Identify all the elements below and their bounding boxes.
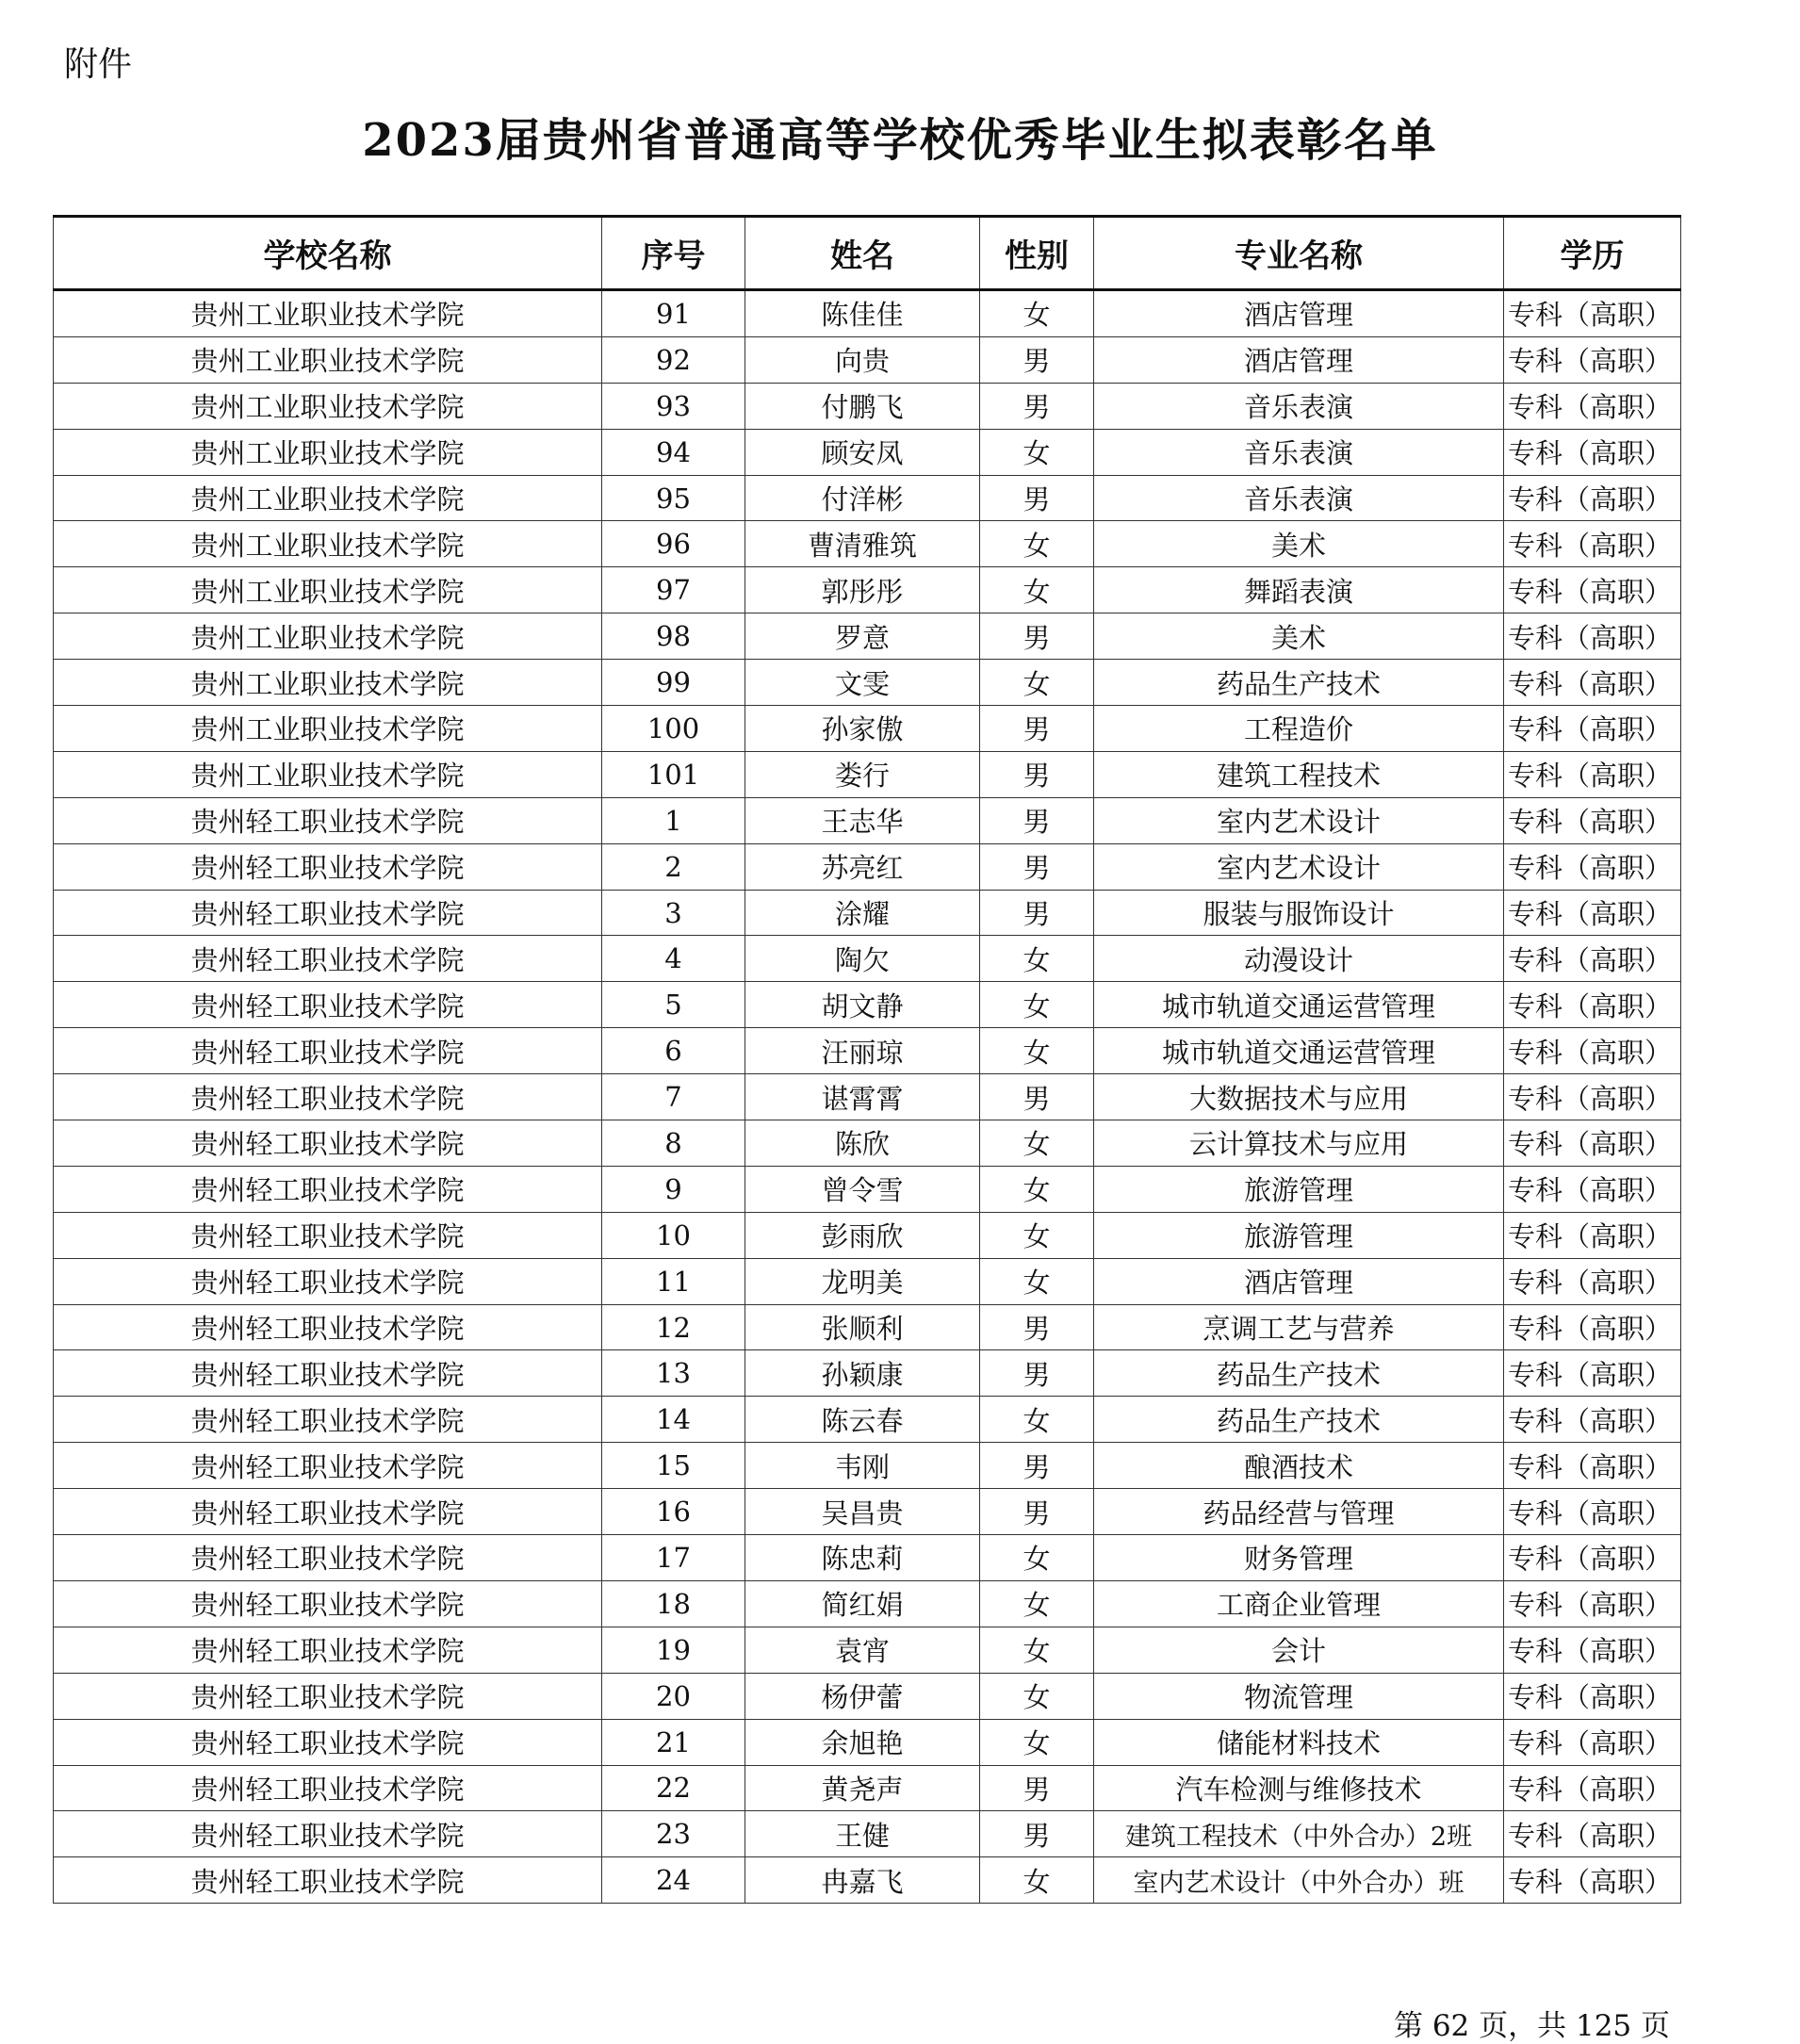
major-cell: 财务管理 [1094,1535,1504,1581]
education-cell: 专科（高职） [1504,1765,1681,1811]
gender-cell: 女 [980,1258,1094,1304]
number-cell: 97 [602,567,745,613]
number-cell: 20 [602,1673,745,1719]
major-cell: 室内艺术设计（中外合办）班 [1094,1857,1504,1904]
column-header-gender: 性别 [980,217,1094,290]
table-row [54,1580,1681,1627]
number-cell: 15 [602,1443,745,1489]
education-cell: 专科（高职） [1504,1443,1681,1489]
gender-cell: 女 [980,290,1094,337]
school-cell: 贵州工业职业技术学院 [54,475,602,521]
major-cell: 储能材料技术 [1094,1719,1504,1765]
school-cell: 贵州轻工职业技术学院 [54,1028,602,1074]
gender-cell: 男 [980,613,1094,660]
name-cell: 龙明美 [745,1258,980,1304]
table-row [54,1074,1681,1120]
name-cell: 张顺利 [745,1304,980,1350]
education-cell: 专科（高职） [1504,1489,1681,1535]
education-cell: 专科（高职） [1504,567,1681,613]
education-cell: 专科（高职） [1504,475,1681,521]
school-cell: 贵州工业职业技术学院 [54,567,602,613]
gender-cell: 男 [980,1811,1094,1857]
number-cell: 91 [602,290,745,337]
school-cell: 贵州工业职业技术学院 [54,336,602,383]
major-cell: 酒店管理 [1094,290,1504,337]
table-row [54,1765,1681,1811]
name-cell: 付鹏飞 [745,383,980,429]
name-cell: 孙家傲 [745,706,980,752]
education-cell: 专科（高职） [1504,1074,1681,1120]
table-row [54,890,1681,936]
number-cell: 95 [602,475,745,521]
education-cell: 专科（高职） [1504,1535,1681,1581]
number-cell: 96 [602,521,745,567]
name-cell: 韦刚 [745,1443,980,1489]
name-cell: 余旭艳 [745,1719,980,1765]
major-cell: 美术 [1094,521,1504,567]
name-cell: 吴昌贵 [745,1489,980,1535]
school-cell: 贵州轻工职业技术学院 [54,1489,602,1535]
column-header-name: 姓名 [745,217,980,290]
gender-cell: 女 [980,1673,1094,1719]
major-cell: 药品生产技术 [1094,660,1504,706]
number-cell: 7 [602,1074,745,1120]
gender-cell: 男 [980,336,1094,383]
school-cell: 贵州轻工职业技术学院 [54,843,602,890]
number-cell: 98 [602,613,745,660]
gender-cell: 女 [980,1627,1094,1673]
table-row [54,1212,1681,1258]
gender-cell: 男 [980,1304,1094,1350]
number-cell: 2 [602,843,745,890]
name-cell: 陈欣 [745,1120,980,1167]
name-cell: 谌霄霄 [745,1074,980,1120]
name-cell: 向贵 [745,336,980,383]
gender-cell: 男 [980,475,1094,521]
number-cell: 16 [602,1489,745,1535]
school-cell: 贵州轻工职业技术学院 [54,1258,602,1304]
column-header-education: 学历 [1504,217,1681,290]
education-cell: 专科（高职） [1504,751,1681,797]
education-cell: 专科（高职） [1504,613,1681,660]
education-cell: 专科（高职） [1504,1719,1681,1765]
number-cell: 94 [602,429,745,475]
gender-cell: 男 [980,383,1094,429]
major-cell: 烹调工艺与营养 [1094,1304,1504,1350]
name-cell: 文雯 [745,660,980,706]
school-cell: 贵州工业职业技术学院 [54,751,602,797]
major-cell: 工程造价 [1094,706,1504,752]
name-cell: 杨伊蕾 [745,1673,980,1719]
school-cell: 贵州工业职业技术学院 [54,429,602,475]
school-cell: 贵州轻工职业技术学院 [54,1627,602,1673]
education-cell: 专科（高职） [1504,1673,1681,1719]
gender-cell: 女 [980,1120,1094,1167]
education-cell: 专科（高职） [1504,1028,1681,1074]
education-cell: 专科（高职） [1504,797,1681,843]
gender-cell: 女 [980,1397,1094,1443]
name-cell: 王健 [745,1811,980,1857]
education-cell: 专科（高职） [1504,982,1681,1028]
number-cell: 5 [602,982,745,1028]
gender-cell: 男 [980,1074,1094,1120]
name-cell: 陈云春 [745,1397,980,1443]
education-cell: 专科（高职） [1504,429,1681,475]
major-cell: 酒店管理 [1094,336,1504,383]
school-cell: 贵州轻工职业技术学院 [54,1074,602,1120]
school-cell: 贵州轻工职业技术学院 [54,1811,602,1857]
education-cell: 专科（高职） [1504,290,1681,337]
name-cell: 陈忠莉 [745,1535,980,1581]
education-cell: 专科（高职） [1504,521,1681,567]
table-row [54,936,1681,982]
table-row [54,567,1681,613]
table-row [54,1489,1681,1535]
number-cell: 11 [602,1258,745,1304]
major-cell: 城市轨道交通运营管理 [1094,1028,1504,1074]
gender-cell: 女 [980,1166,1094,1212]
school-cell: 贵州轻工职业技术学院 [54,936,602,982]
education-cell: 专科（高职） [1504,383,1681,429]
education-cell: 专科（高职） [1504,1627,1681,1673]
education-cell: 专科（高职） [1504,1166,1681,1212]
school-cell: 贵州轻工职业技术学院 [54,1350,602,1397]
gender-cell: 男 [980,797,1094,843]
table-row [54,613,1681,660]
name-cell: 苏亮红 [745,843,980,890]
major-cell: 音乐表演 [1094,429,1504,475]
table-row [54,1719,1681,1765]
name-cell: 郭彤彤 [745,567,980,613]
gender-cell: 男 [980,1443,1094,1489]
gender-cell: 男 [980,706,1094,752]
column-header-major: 专业名称 [1094,217,1504,290]
education-cell: 专科（高职） [1504,1397,1681,1443]
school-cell: 贵州轻工职业技术学院 [54,1580,602,1627]
name-cell: 黄尧声 [745,1765,980,1811]
major-cell: 大数据技术与应用 [1094,1074,1504,1120]
table-row [54,1120,1681,1167]
major-cell: 药品生产技术 [1094,1350,1504,1397]
column-header-school: 学校名称 [54,217,602,290]
school-cell: 贵州工业职业技术学院 [54,706,602,752]
school-cell: 贵州轻工职业技术学院 [54,1397,602,1443]
school-cell: 贵州轻工职业技术学院 [54,1304,602,1350]
major-cell: 药品经营与管理 [1094,1489,1504,1535]
attachment-label: 附件 [64,45,133,84]
name-cell: 付洋彬 [745,475,980,521]
table-body [54,290,1681,1904]
table-row [54,1857,1681,1904]
number-cell: 13 [602,1350,745,1397]
major-cell: 服装与服饰设计 [1094,890,1504,936]
table-row [54,1166,1681,1212]
gender-cell: 男 [980,890,1094,936]
table-row [54,429,1681,475]
school-cell: 贵州轻工职业技术学院 [54,982,602,1028]
school-cell: 贵州工业职业技术学院 [54,660,602,706]
number-cell: 3 [602,890,745,936]
gender-cell: 女 [980,982,1094,1028]
table-row [54,336,1681,383]
gender-cell: 女 [980,660,1094,706]
major-cell: 云计算技术与应用 [1094,1120,1504,1167]
document-title: 2023届贵州省普通高等学校优秀毕业生拟表彰名单 [362,114,1438,167]
number-cell: 9 [602,1166,745,1212]
school-cell: 贵州工业职业技术学院 [54,290,602,337]
name-cell: 顾安凤 [745,429,980,475]
table-row [54,982,1681,1028]
major-cell: 室内艺术设计 [1094,797,1504,843]
school-cell: 贵州轻工职业技术学院 [54,1212,602,1258]
number-cell: 24 [602,1857,745,1904]
table-row [54,475,1681,521]
major-cell: 工商企业管理 [1094,1580,1504,1627]
education-cell: 专科（高职） [1504,336,1681,383]
major-cell: 室内艺术设计 [1094,843,1504,890]
education-cell: 专科（高职） [1504,1258,1681,1304]
education-cell: 专科（高职） [1504,936,1681,982]
number-cell: 92 [602,336,745,383]
number-cell: 19 [602,1627,745,1673]
name-cell: 曾令雪 [745,1166,980,1212]
table-row [54,1535,1681,1581]
gender-cell: 女 [980,1719,1094,1765]
school-cell: 贵州工业职业技术学院 [54,383,602,429]
name-cell: 王志华 [745,797,980,843]
education-cell: 专科（高职） [1504,1120,1681,1167]
number-cell: 100 [602,706,745,752]
major-cell: 酿酒技术 [1094,1443,1504,1489]
major-cell: 城市轨道交通运营管理 [1094,982,1504,1028]
name-cell: 娄行 [745,751,980,797]
name-cell: 彭雨欣 [745,1212,980,1258]
name-cell: 涂耀 [745,890,980,936]
number-cell: 12 [602,1304,745,1350]
table-row [54,1397,1681,1443]
table-row [54,1443,1681,1489]
gender-cell: 男 [980,1489,1094,1535]
school-cell: 贵州工业职业技术学院 [54,613,602,660]
gender-cell: 男 [980,843,1094,890]
school-cell: 贵州轻工职业技术学院 [54,1719,602,1765]
school-cell: 贵州轻工职业技术学院 [54,1857,602,1904]
number-cell: 17 [602,1535,745,1581]
table-row [54,1811,1681,1857]
table-row [54,1028,1681,1074]
number-cell: 4 [602,936,745,982]
education-cell: 专科（高职） [1504,1580,1681,1627]
education-cell: 专科（高职） [1504,706,1681,752]
number-cell: 23 [602,1811,745,1857]
school-cell: 贵州工业职业技术学院 [54,521,602,567]
number-cell: 8 [602,1120,745,1167]
table-row [54,797,1681,843]
name-cell: 曹清雅筑 [745,521,980,567]
table-row [54,1258,1681,1304]
gender-cell: 女 [980,1580,1094,1627]
table-row [54,1673,1681,1719]
school-cell: 贵州轻工职业技术学院 [54,797,602,843]
school-cell: 贵州轻工职业技术学院 [54,1535,602,1581]
name-cell: 袁宵 [745,1627,980,1673]
education-cell: 专科（高职） [1504,1811,1681,1857]
number-cell: 14 [602,1397,745,1443]
number-cell: 6 [602,1028,745,1074]
gender-cell: 男 [980,751,1094,797]
number-cell: 22 [602,1765,745,1811]
header-row [54,217,1681,290]
education-cell: 专科（高职） [1504,1212,1681,1258]
major-cell: 会计 [1094,1627,1504,1673]
name-cell: 简红娟 [745,1580,980,1627]
table-row [54,383,1681,429]
gender-cell: 女 [980,567,1094,613]
table-header [54,217,1681,290]
school-cell: 贵州轻工职业技术学院 [54,1120,602,1167]
table-row [54,843,1681,890]
education-cell: 专科（高职） [1504,1304,1681,1350]
name-cell: 陈佳佳 [745,290,980,337]
gender-cell: 女 [980,1857,1094,1904]
gender-cell: 女 [980,1028,1094,1074]
major-cell: 音乐表演 [1094,383,1504,429]
number-cell: 18 [602,1580,745,1627]
education-cell: 专科（高职） [1504,660,1681,706]
page-footer: 第 62 页，共 125 页 [1393,2009,1670,2043]
gender-cell: 女 [980,1535,1094,1581]
table-row [54,660,1681,706]
number-cell: 21 [602,1719,745,1765]
education-cell: 专科（高职） [1504,843,1681,890]
major-cell: 旅游管理 [1094,1212,1504,1258]
name-cell: 胡文静 [745,982,980,1028]
name-cell: 汪丽琼 [745,1028,980,1074]
major-cell: 建筑工程技术 [1094,751,1504,797]
education-cell: 专科（高职） [1504,1857,1681,1904]
number-cell: 1 [602,797,745,843]
school-cell: 贵州轻工职业技术学院 [54,1673,602,1719]
name-cell: 冉嘉飞 [745,1857,980,1904]
column-header-number: 序号 [602,217,745,290]
school-cell: 贵州轻工职业技术学院 [54,1443,602,1489]
education-cell: 专科（高职） [1504,890,1681,936]
table-row [54,1350,1681,1397]
major-cell: 美术 [1094,613,1504,660]
table-row [54,751,1681,797]
number-cell: 99 [602,660,745,706]
gender-cell: 男 [980,1350,1094,1397]
major-cell: 音乐表演 [1094,475,1504,521]
honoree-table [53,215,1681,1904]
table-row [54,1627,1681,1673]
name-cell: 陶欠 [745,936,980,982]
number-cell: 10 [602,1212,745,1258]
major-cell: 酒店管理 [1094,1258,1504,1304]
school-cell: 贵州轻工职业技术学院 [54,1166,602,1212]
major-cell: 舞蹈表演 [1094,567,1504,613]
name-cell: 罗意 [745,613,980,660]
table-row [54,290,1681,337]
gender-cell: 男 [980,1765,1094,1811]
number-cell: 101 [602,751,745,797]
school-cell: 贵州轻工职业技术学院 [54,1765,602,1811]
gender-cell: 女 [980,936,1094,982]
major-cell: 旅游管理 [1094,1166,1504,1212]
gender-cell: 女 [980,429,1094,475]
table-row [54,706,1681,752]
major-cell: 动漫设计 [1094,936,1504,982]
table-row [54,521,1681,567]
major-cell: 汽车检测与维修技术 [1094,1765,1504,1811]
gender-cell: 女 [980,521,1094,567]
major-cell: 建筑工程技术（中外合办）2班 [1094,1811,1504,1857]
school-cell: 贵州轻工职业技术学院 [54,890,602,936]
major-cell: 物流管理 [1094,1673,1504,1719]
name-cell: 孙颖康 [745,1350,980,1397]
education-cell: 专科（高职） [1504,1350,1681,1397]
major-cell: 药品生产技术 [1094,1397,1504,1443]
number-cell: 93 [602,383,745,429]
gender-cell: 女 [980,1212,1094,1258]
table-row [54,1304,1681,1350]
